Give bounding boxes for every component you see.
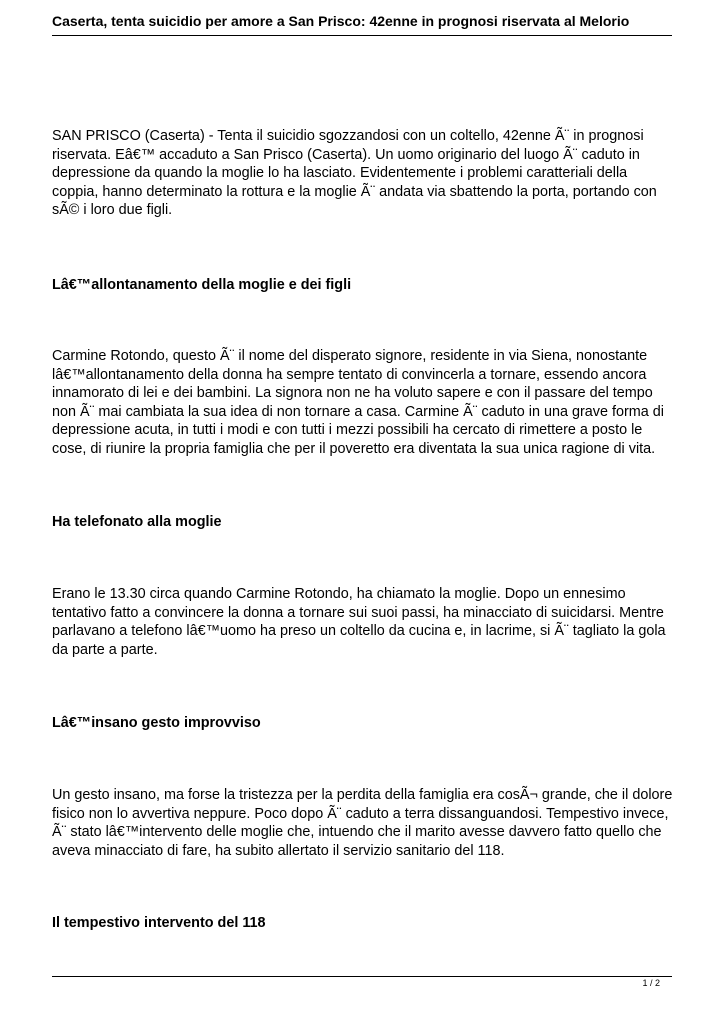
section-heading: Ha telefonato alla moglie — [52, 514, 222, 530]
section-heading: Il tempestivo intervento del 118 — [52, 915, 266, 931]
intro-paragraph: SAN PRISCO (Caserta) - Tenta il suicidio sgozzandosi con un coltello, 42enne Ã¨ in prognosi riservata. Eâ€™ accaduto a San Prisco (Caserta). Un uomo originario del luogo Ã¨ caduto in depressione da quando la moglie lo ha lasciato. Evidentemente i problemi caratteriali della coppia, hanno determinato la rottura e la moglie Ã¨ andata via sbattendo la porta, portando con sÃ© i loro due figli. — [52, 128, 657, 218]
section-paragraph: Carmine Rotondo, questo Ã¨ il nome del disperato signore, residente in via Siena, nonostante lâ€™allontanamento della donna ha sempre tentato di convincerla a tornare, essendo ancora innamorato di lei e dei bambini. La signora non ne ha voluto sapere e con il passare del tempo non Ã¨ mai cambiata la sua idea di non tornare a casa. Carmine Ã¨ caduto in una grave forma di depressione acuta, in tutti i modi e con tutti i mezzi possibili ha cercato di rimettere a posto le cose, di riunire la propria famiglia che per il poveretto era diventata la sua unica ragione di vita. — [52, 348, 664, 457]
section-paragraph: Un gesto insano, ma forse la tristezza per la perdita della famiglia era cosÃ¬ grande, che il dolore fisico non lo avvertiva neppure. Poco dopo Ã¨ caduto a terra dissanguandosi. Tempestivo invece, Ã¨ stato lâ€™intervento delle moglie che, intuendo che il marito avesse davvero fatto quello che aveva minacciato di fare, ha subito allertato il servizio sanitario del 118. — [52, 787, 673, 859]
section-paragraph: Erano le 13.30 circa quando Carmine Rotondo, ha chiamato la moglie. Dopo un ennesimo tentativo fatto a convincere la donna a tornare sui suoi passi, ha minacciato di suicidarsi. Mentre parlavano a telefono lâ€™uomo ha preso un coltello da cucina e, in lacrime, si Ã¨ tagliato la gola da parte a parte. — [52, 586, 666, 658]
page-number: 1 / 2 — [642, 978, 660, 988]
header-divider — [52, 35, 672, 36]
footer-divider — [52, 976, 672, 977]
section-heading: Lâ€™insano gesto improvviso — [52, 715, 261, 731]
page-title: Caserta, tenta suicidio per amore a San Prisco: 42enne in prognosi riservata al Melorio — [52, 13, 630, 29]
section-heading: Lâ€™allontanamento della moglie e dei figli — [52, 277, 352, 293]
